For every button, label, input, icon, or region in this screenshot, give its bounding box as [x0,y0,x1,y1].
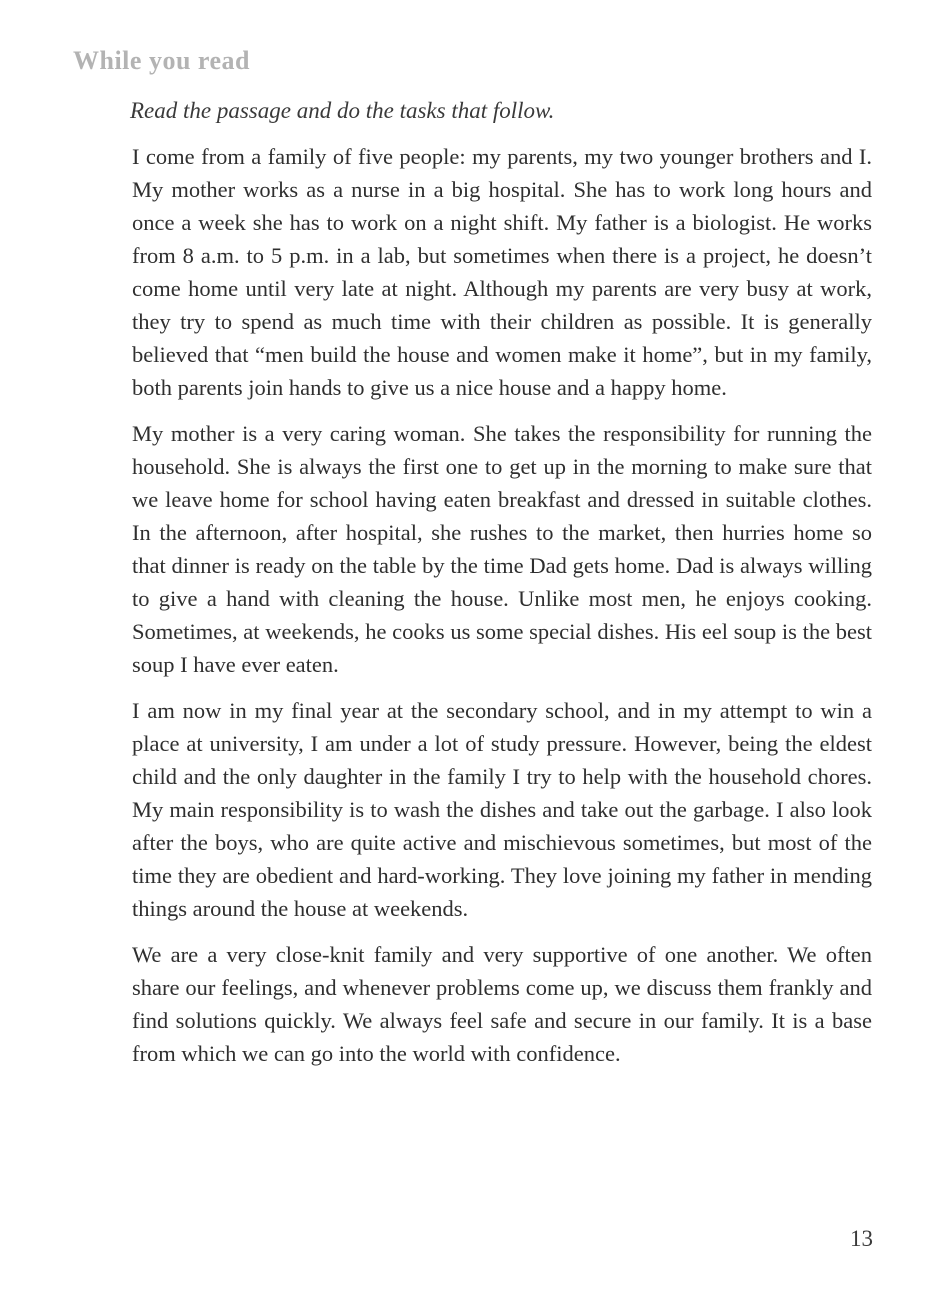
section-heading: While you read [73,46,250,75]
passage-paragraph-3: I am now in my final year at the secondary school, and in my attempt to win a place at university, I am under a lot of study pressure. However, being the eldest child and the only daughter in the family I try to help with the household chores. My main responsibility is to wash the dishes and take out the garbage. I also look after the boys, who are quite active and mischievous sometimes, but most of the time they are obedient and hard-working. They love joining my father in mending things around the house at weekends. [132,698,872,921]
page-number: 13 [850,1226,873,1251]
passage-paragraph-2: My mother is a very caring woman. She takes the responsibility for running the household. She is always the first one to get up in the morning to make sure that we leave home for school having eaten breakfast and dressed in suitable clothes. In the afternoon, after hospital, she rushes to the market, then hurries home so that dinner is ready on the table by the time Dad gets home. Dad is always willing to give a hand with cleaning the house. Unlike most men, he enjoys cooking. Sometimes, at weekends, he cooks us some special dishes. His eel soup is the best soup I have ever eaten. [132,421,872,677]
passage-paragraph-1: I come from a family of five people: my parents, my two younger brothers and I. My mother works as a nurse in a big hospital. She has to work long hours and once a week she has to work on a night shift. My father is a biologist. He works from 8 a.m. to 5 p.m. in a lab, but sometimes when there is a project, he doesn’t come home until very late at night. Although my parents are very busy at work, they try to spend as much time with their children as possible. It is generally believed that “men build the house and women make it home”, but in my family, both parents join hands to give us a nice house and a happy home. [132,144,872,400]
reading-passage [132,140,872,1083]
passage-paragraph-4: We are a very close-knit family and very supportive of one another. We often share our feelings, and whenever problems come up, we discuss them frankly and find solutions quickly. We always feel safe and secure in our family. It is a base from which we can go into the world with confidence. [132,942,872,1066]
instruction-text: Read the passage and do the tasks that follow. [130,98,555,123]
